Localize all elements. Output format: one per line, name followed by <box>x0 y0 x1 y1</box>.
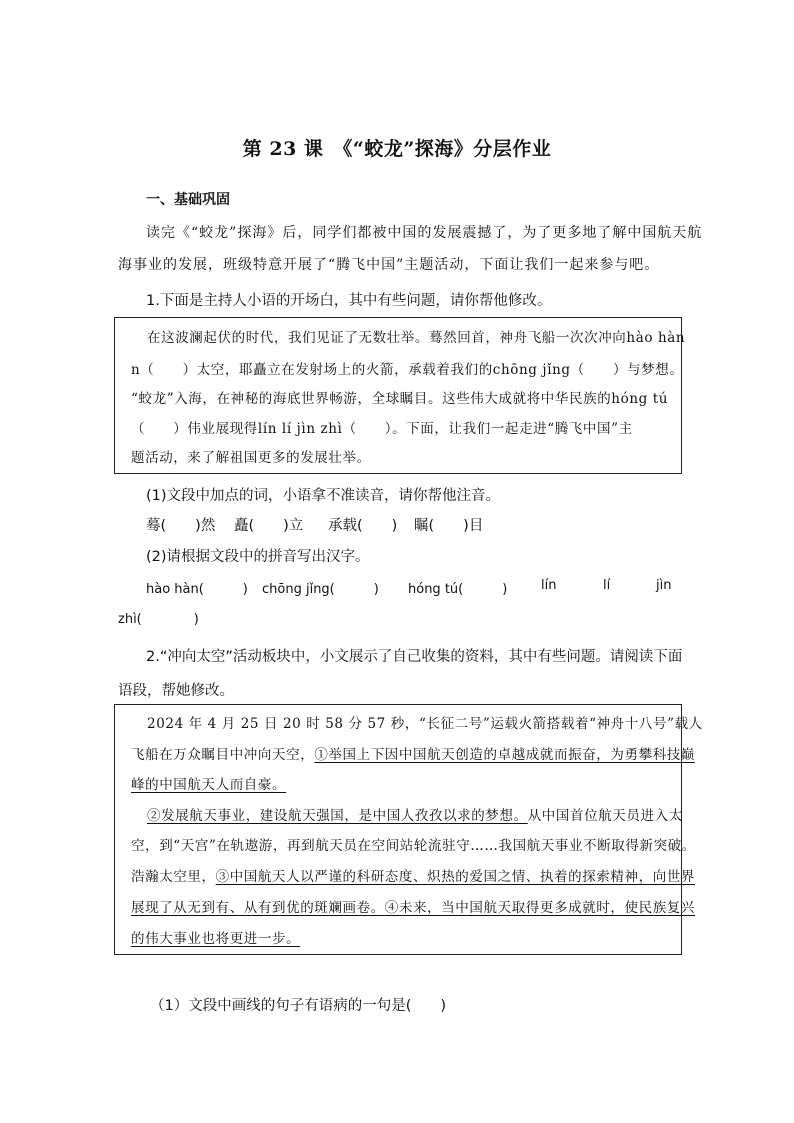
question-2-prompt-cont: 语段，帮她修改。 <box>118 683 234 699</box>
passage-text: 飞船在万众瞩目中冲向天空， <box>131 747 315 763</box>
pinyin-item: jìn <box>656 578 672 593</box>
passage-text: 浩瀚太空里， <box>131 869 216 885</box>
dot-word-1: 蓦( )然 <box>146 518 216 534</box>
section-heading: 一、基础巩固 <box>146 192 230 208</box>
box-line: n（ ）太空，耶矗立在发射场上的火箭，承载着我们的chōng jǐng（ ）与梦想。 <box>131 362 684 378</box>
question-2-prompt: 2.“冲向太空”活动板块中，小文展示了自己收集的资料，其中有些问题。请阅读下面 <box>146 649 683 665</box>
subquestion-1: (1)文段中加点的词，小语拿不准读音，请你帮他注音。 <box>146 488 501 504</box>
passage-line <box>147 804 683 824</box>
dot-word-4: 瞩( )目 <box>414 518 484 534</box>
passage-line <box>131 743 695 763</box>
underlined-sentence-1: ①举国上下因中国航天创造的卓越成就而振奋，为勇攀科技巅 <box>314 747 696 763</box>
pinyin-item: hào hàn( ) <box>146 582 248 597</box>
subquestion-2: (2)请根据文段中的拼音写出汉字。 <box>146 549 370 565</box>
box-line: 题活动，来了解祖国更多的发展壮举。 <box>131 450 371 466</box>
box-line: 在这波澜起伏的时代，我们见证了无数壮举。蓦然回首，神舟飞船一次次冲向hào hàn <box>147 330 686 346</box>
underlined-sentence-2: ②发展航天事业，建设航天强国，是中国人孜孜以求的梦想。 <box>147 808 528 824</box>
underlined-sentence-3-cont: 展现了从无到有、从有到优的斑斓画卷。 <box>131 900 385 916</box>
pinyin-item: hóng tú( ) <box>408 582 508 597</box>
box-line: “蛟龙”入海，在神秘的海底世界畅游，全球瞩目。这些伟大成就将中华民族的hóng tú <box>131 391 669 407</box>
underlined-sentence-3: ③中国航天人以严谨的科研态度、炽热的爱国之情、执着的探索精神，向世界 <box>215 869 696 885</box>
host-speech-box <box>114 317 686 474</box>
underlined-sentence-4: ④未来，当中国航天取得更多成就时，使民族复兴 <box>384 900 696 916</box>
pinyin-item: lín <box>541 578 557 593</box>
passage-line: 空，到“天宫”在轨遨游，再到航天员在空间站轮流驻守……我国航天事业不断取得新突破。 <box>131 838 696 854</box>
dot-word-2: 矗( )立 <box>234 518 304 534</box>
intro-line-2: 海事业的发展，班级特意开展了“腾飞中国”主题活动，下面让我们一起来参与吧。 <box>118 257 660 273</box>
pinyin-item: chōng jǐng( ) <box>262 582 379 597</box>
question-2-sub-1: （1）文段中画线的句子有语病的一句是( ) <box>150 998 447 1014</box>
pinyin-item: zhì( ) <box>118 612 199 627</box>
question-1-prompt: 1.下面是主持人小语的开场白，其中有些问题，请你帮他修改。 <box>146 293 552 309</box>
dot-word-3: 承载( ) <box>328 518 398 534</box>
page-title: 第 23 课 《“蛟龙”探海》分层作业 <box>242 138 552 160</box>
underlined-sentence-1-cont: 峰的中国航天人而自豪。 <box>131 777 287 793</box>
reading-passage-box <box>114 704 703 955</box>
passage-line: 2024 年 4 月 25 日 20 时 58 分 57 秒，“长征二号”运载火箭搭载着“神舟十八号”载人 <box>147 716 703 732</box>
passage-text: 从中国首位航天员进入太 <box>527 808 683 824</box>
passage-line <box>131 896 695 916</box>
intro-line-1: 读完《“蛟龙”探海》后，同学们都被中国的发展震撼了，为了更多地了解中国航天航 <box>146 225 703 241</box>
pinyin-item: lí <box>603 578 611 593</box>
passage-line <box>131 865 695 885</box>
underlined-sentence-4-cont: 的伟大事业也将更进一步。 <box>131 931 301 947</box>
box-line: （ ）伟业展现得lín lí jìn zhì（ ）。下面，让我们一起走进“腾飞中国”主 <box>131 421 633 437</box>
